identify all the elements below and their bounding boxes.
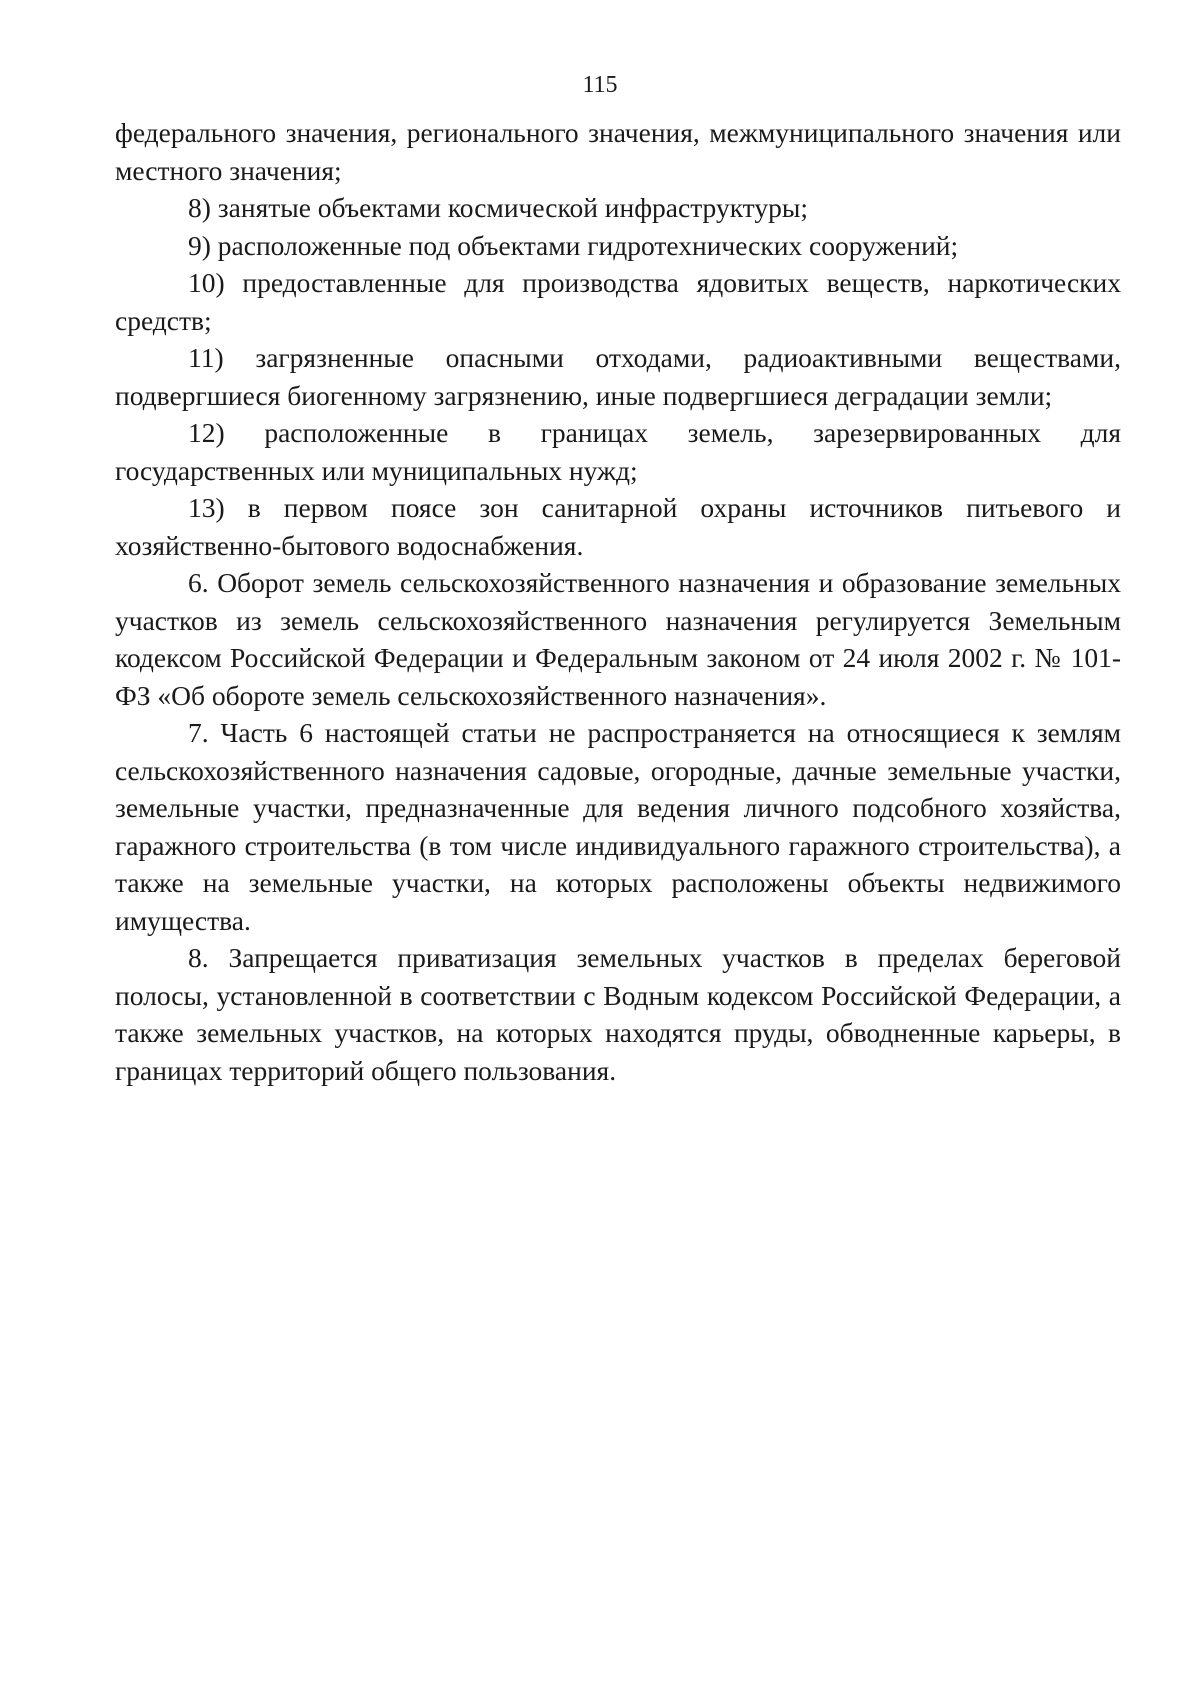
clause-8: 8. Запрещается приватизация земельных участков в пределах береговой полосы, установленной в соответствии с Водным кодексом Российской Федерации, а также земельных участков, на которых находятся пруды, обводненные карьеры, в границах территорий общего пользования. (115, 942, 1121, 1086)
list-item-11: 11) загрязненные опасными отходами, радиоактивными веществами, подвергшиеся биогенному загрязнению, иные подвергшиеся деградации земли; (115, 342, 1121, 411)
document-body (115, 114, 1121, 1089)
list-item-9: 9) расположенные под объектами гидротехнических сооружений; (188, 229, 959, 261)
clause-7: 7. Часть 6 настоящей статьи не распространяется на относящиеся к землям сельскохозяйственного назначения садовые, огородные, дачные земельные участки, земельные участки, предназначенные для ведения личного подсобного хозяйства, гаражного строительства (в том числе индивидуального гаражного строительства), а также на земельные участки, на которых расположены объекты недвижимого имущества. (115, 717, 1121, 936)
clause-6: 6. Оборот земель сельскохозяйственного назначения и образование земельных участков из земель сельскохозяйственного назначения регулируется Земельным кодексом Российской Федерации и Федеральным законом от 24 июля 2002 г. № 101-ФЗ «Об обороте земель сельскохозяйственного назначения». (115, 567, 1121, 711)
list-item-12: 12) расположенные в границах земель, зарезервированных для государственных или муниципальных нужд; (115, 417, 1121, 486)
list-item-8: 8) занятые объектами космической инфраструктуры; (188, 192, 808, 223)
paragraph-continuation: федерального значения, регионального значения, межмуниципального значения или местного значения; (115, 117, 1121, 186)
list-item-10: 10) предоставленные для производства ядовитых веществ, наркотических средств; (115, 267, 1121, 336)
page-number: 115 (582, 72, 618, 98)
list-item-13: 13) в первом поясе зон санитарной охраны источников питьевого и хозяйственно-бытового водоснабжения. (115, 492, 1121, 561)
